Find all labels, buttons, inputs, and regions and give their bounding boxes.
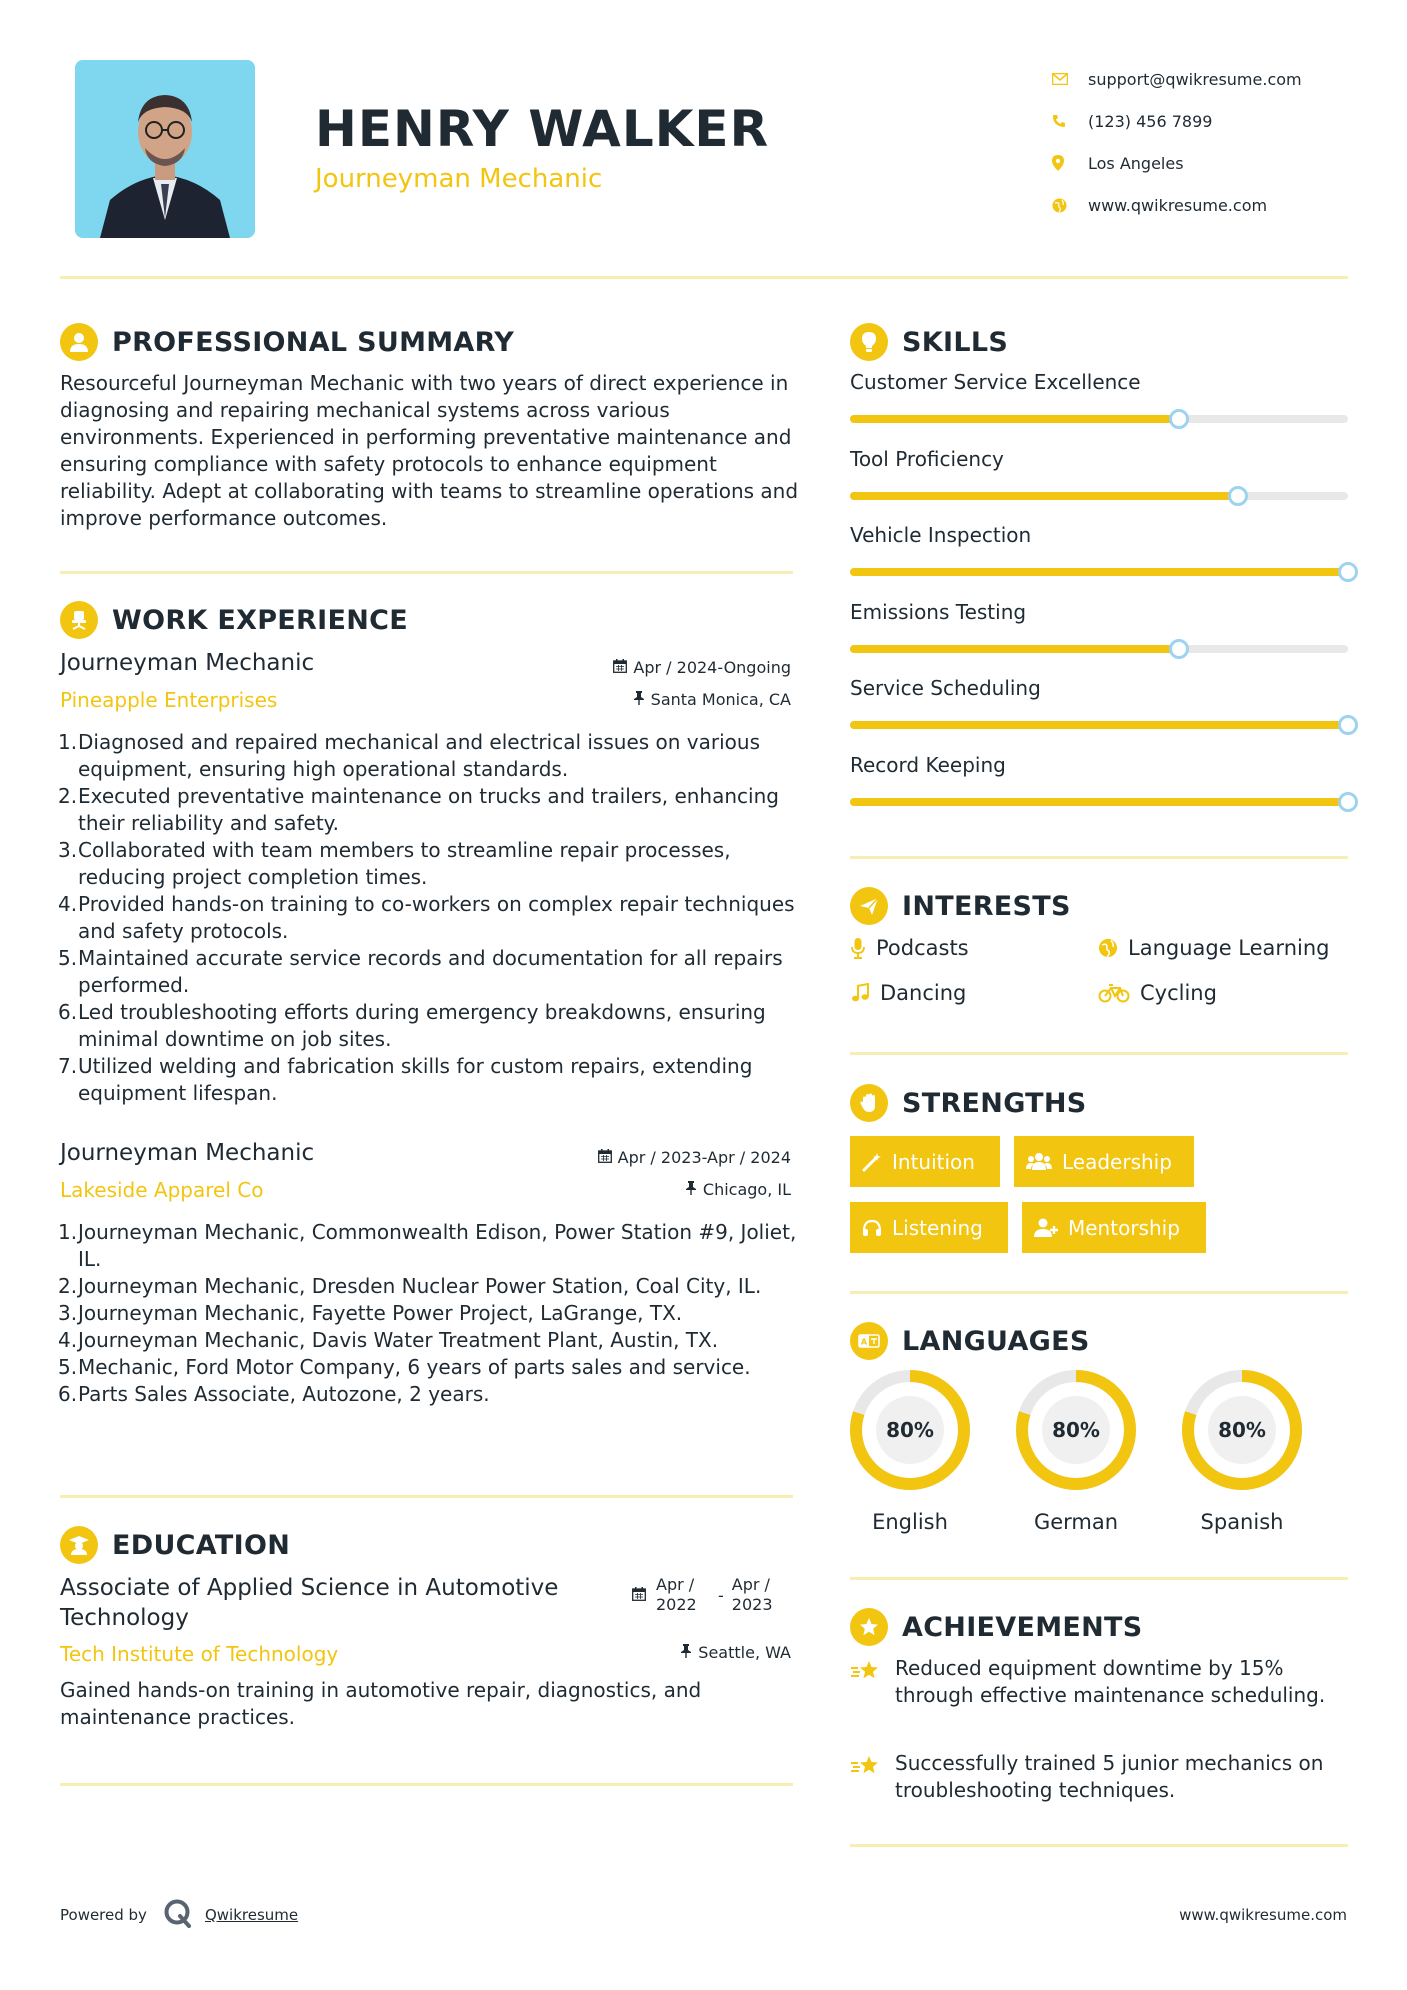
user-plus-icon — [1034, 1218, 1058, 1238]
skill-bar-fill — [850, 415, 1179, 423]
education-header — [60, 1526, 290, 1564]
candidate-name: HENRY WALKER — [315, 100, 770, 158]
language-item — [1014, 1368, 1138, 1534]
interests-header — [850, 887, 1071, 925]
language-name: Spanish — [1200, 1510, 1284, 1534]
education-date-start: Apr / 2022 — [656, 1575, 697, 1614]
skill-level-handle — [1338, 562, 1358, 582]
language-percent: 80% — [1218, 1418, 1266, 1442]
shooting-star-icon — [850, 1750, 895, 1804]
achievement-item — [850, 1655, 1350, 1709]
strength-tag-listening — [850, 1202, 1008, 1253]
interest-item — [850, 936, 969, 960]
job-2-duties — [60, 1219, 800, 1408]
footer-website-link[interactable]: www.qwikresume.com — [1179, 1906, 1347, 1924]
strength-tag-intuition — [850, 1136, 1000, 1187]
interest-label: Language Learning — [1128, 936, 1330, 960]
music-note-icon — [850, 983, 870, 1003]
language-card-icon — [850, 1322, 888, 1360]
skill-name: Emissions Testing — [850, 599, 1027, 624]
education-school: Tech Institute of Technology — [60, 1642, 339, 1666]
skill-level-handle — [1228, 486, 1248, 506]
skill-name: Service Scheduling — [850, 676, 1041, 700]
job-1-date — [613, 658, 791, 677]
skill-bar-track — [850, 721, 1348, 729]
globe-icon — [1050, 198, 1088, 213]
list-item: 2. Journeyman Mechanic, Dresden Nuclear Power Station, Coal City, IL. — [58, 1274, 762, 1298]
education-dates — [632, 1575, 780, 1615]
language-progress-ring — [1014, 1368, 1138, 1492]
brand-link[interactable]: Qwikresume — [204, 1906, 299, 1924]
powered-by — [60, 1898, 298, 1932]
qwikresume-logo-icon — [163, 1898, 193, 1932]
contact-location — [1050, 142, 1370, 184]
skill-bar-track — [850, 798, 1348, 806]
skill-level-handle — [1169, 409, 1189, 429]
strength-label: Mentorship — [1068, 1215, 1180, 1240]
header-divider — [60, 276, 1348, 279]
work-header — [60, 601, 408, 639]
job-1-title: Journeyman Mechanic — [60, 650, 315, 676]
list-item: 4. Journeyman Mechanic, Davis Water Treatment Plant, Austin, TX. — [58, 1328, 719, 1352]
pushpin-icon — [685, 1180, 697, 1199]
summary-header — [60, 323, 514, 361]
list-item: 3. Journeyman Mechanic, Fayette Power Project, LaGrange, TX. — [58, 1301, 683, 1325]
strength-tag-mentorship — [1022, 1202, 1206, 1253]
list-item: 7. Utilized welding and fabrication skills for custom repairs, extending equipment lifespan. — [58, 1054, 753, 1105]
language-item — [1180, 1368, 1304, 1534]
languages-header — [850, 1322, 1090, 1360]
phone-icon — [1050, 114, 1088, 128]
skill-name: Vehicle Inspection — [850, 523, 1032, 547]
job-2-title: Journeyman Mechanic — [60, 1140, 315, 1166]
calendar-icon — [598, 1148, 612, 1167]
map-pin-icon — [1050, 155, 1088, 171]
candidate-role: Journeyman Mechanic — [315, 164, 603, 194]
languages-divider — [850, 1577, 1348, 1580]
language-percent: 80% — [1052, 1418, 1100, 1442]
interest-item — [850, 981, 966, 1005]
calendar-icon — [613, 658, 627, 677]
achievement-item — [850, 1750, 1350, 1804]
achievements-header — [850, 1608, 1143, 1646]
skill-name: Customer Service Excellence — [850, 370, 1141, 394]
bicycle-icon — [1098, 983, 1130, 1003]
job-2-location — [685, 1180, 791, 1199]
achievement-text: Successfully trained 5 junior mechanics on troubleshooting techniques. — [895, 1751, 1324, 1802]
contact-email[interactable] — [1050, 58, 1370, 100]
skill-bar-fill — [850, 492, 1238, 500]
microphone-icon — [850, 937, 866, 959]
list-item: 6. Parts Sales Associate, Autozone, 2 years. — [58, 1382, 490, 1406]
education-text: Gained hands-on training in automotive repair, diagnostics, and maintenance practices. — [60, 1678, 702, 1729]
list-item: 3. Collaborated with team members to streamline repair processes, reducing project completion times. — [58, 838, 731, 889]
paper-plane-icon — [850, 887, 888, 925]
job-2-date — [598, 1148, 791, 1167]
job-1-date-text: Apr / 2024-Ongoing — [633, 658, 791, 677]
list-item: 2. Executed preventative maintenance on trucks and trailers, enhancing their reliability and safety. — [58, 784, 779, 835]
strength-label: Listening — [892, 1215, 983, 1240]
globe-icon — [1098, 938, 1118, 958]
interests-divider — [850, 1052, 1348, 1055]
list-item: 6. Led troubleshooting efforts during emergency breakdowns, ensuring minimal downtime on job sites. — [58, 1000, 766, 1051]
job-1-company: Pineapple Enterprises — [60, 688, 278, 712]
office-chair-icon — [60, 601, 98, 639]
list-item: 4. Provided hands-on training to co-workers on complex repair techniques and safety protocols. — [58, 892, 795, 943]
list-item: 5. Maintained accurate service records and documentation for all repairs performed. — [58, 946, 783, 997]
skill-level-handle — [1338, 792, 1358, 812]
list-item: 1. Journeyman Mechanic, Commonwealth Edison, Power Station #9, Joliet, IL. — [58, 1220, 797, 1271]
envelope-icon — [1050, 73, 1088, 85]
interest-item — [1098, 936, 1329, 960]
education-location — [680, 1643, 791, 1662]
education-title: EDUCATION — [112, 1529, 291, 1561]
contact-email-text: support@qwikresume.com — [1088, 69, 1302, 89]
pushpin-icon — [633, 690, 645, 709]
job-2-date-text: Apr / 2023-Apr / 2024 — [617, 1148, 791, 1167]
language-percent: 80% — [886, 1418, 934, 1442]
skill-bar-fill — [850, 798, 1348, 806]
contact-phone-text: (123) 456 7899 — [1088, 111, 1213, 131]
strength-label: Intuition — [892, 1149, 975, 1174]
shooting-star-icon — [850, 1655, 895, 1709]
calendar-icon — [632, 1586, 646, 1605]
achievements-title: ACHIEVEMENTS — [902, 1611, 1143, 1643]
skill-bar-track — [850, 415, 1348, 423]
education-location-text: Seattle, WA — [698, 1643, 791, 1662]
education-date-end: Apr / 2023 — [731, 1575, 773, 1614]
svg-text:A: A — [860, 1337, 868, 1347]
strength-tag-leadership — [1014, 1136, 1194, 1187]
pushpin-icon — [680, 1643, 692, 1662]
interest-label: Cycling — [1140, 981, 1217, 1005]
skill-bar-track — [850, 645, 1348, 653]
job-2-company: Lakeside Apparel Co — [60, 1178, 264, 1202]
education-degree: Associate of Applied Science in Automotive Technology — [60, 1575, 559, 1631]
achievements-divider — [850, 1844, 1348, 1847]
job-1-duties — [60, 729, 800, 1107]
powered-by-text: Powered by — [60, 1906, 147, 1924]
hand-icon — [850, 1084, 888, 1122]
skill-bar-track — [850, 492, 1348, 500]
skills-header — [850, 323, 1008, 361]
skill-bar-fill — [850, 721, 1348, 729]
headphones-icon — [862, 1218, 882, 1238]
job-1-location-text: Santa Monica, CA — [650, 690, 791, 709]
skill-bar-fill — [850, 645, 1179, 653]
lightbulb-icon — [850, 323, 888, 361]
job-2-location-text: Chicago, IL — [702, 1180, 791, 1199]
strengths-title: STRENGTHS — [902, 1087, 1087, 1119]
strengths-divider — [850, 1291, 1348, 1294]
star-badge-icon — [850, 1608, 888, 1646]
job-1-location — [633, 690, 791, 709]
skill-name: Tool Proficiency — [850, 446, 1004, 471]
contact-list — [1050, 58, 1370, 226]
education-divider — [60, 1783, 793, 1786]
language-item — [848, 1368, 972, 1534]
user-icon — [60, 323, 98, 361]
languages-title: LANGUAGES — [902, 1325, 1090, 1357]
skills-title: SKILLS — [902, 326, 1009, 358]
summary-divider — [60, 571, 793, 574]
achievement-text: Reduced equipment downtime by 15% through effective maintenance scheduling. — [895, 1656, 1326, 1707]
skill-name: Record Keeping — [850, 752, 1006, 777]
interest-label: Dancing — [880, 981, 967, 1005]
skills-divider — [850, 856, 1348, 859]
language-name: English — [872, 1510, 948, 1534]
list-item: 5. Mechanic, Ford Motor Company, 6 years of parts sales and service. — [58, 1355, 751, 1379]
graduate-icon — [60, 1526, 98, 1564]
language-progress-ring — [1180, 1368, 1304, 1492]
work-title: WORK EXPERIENCE — [112, 604, 408, 636]
skill-level-handle — [1169, 639, 1189, 659]
interests-title: INTERESTS — [902, 890, 1071, 922]
strengths-header — [850, 1084, 1087, 1122]
strength-label: Leadership — [1062, 1149, 1172, 1174]
summary-text: Resourceful Journeyman Mechanic with two years of direct experience in diagnosing and repairing mechanical systems across various environments. Experienced in performing preventative maintenance and ensuring compliance with safety protocols to enhance equipment reliability. Adept at collaborating with teams to streamline operations and improve performance outcomes. — [60, 371, 799, 530]
magic-wand-icon — [862, 1152, 882, 1172]
skill-bar-track — [850, 568, 1348, 576]
contact-location-text: Los Angeles — [1088, 153, 1184, 173]
summary-title: PROFESSIONAL SUMMARY — [112, 326, 515, 358]
language-progress-ring — [848, 1368, 972, 1492]
work-divider — [60, 1495, 793, 1498]
users-icon — [1026, 1152, 1052, 1172]
skill-bar-fill — [850, 568, 1348, 576]
contact-website[interactable] — [1050, 184, 1370, 226]
interest-label: Podcasts — [876, 936, 969, 960]
education-date-separator: - — [718, 1585, 724, 1605]
list-item: 1. Diagnosed and repaired mechanical and electrical issues on various equipment, ensuring high operational standards. — [58, 730, 760, 781]
contact-phone[interactable] — [1050, 100, 1370, 142]
contact-website-text: www.qwikresume.com — [1088, 195, 1268, 215]
language-name: German — [1033, 1510, 1119, 1534]
person-portrait-icon — [75, 60, 255, 238]
interest-item — [1098, 981, 1217, 1005]
profile-photo — [75, 60, 255, 238]
skill-level-handle — [1338, 715, 1358, 735]
